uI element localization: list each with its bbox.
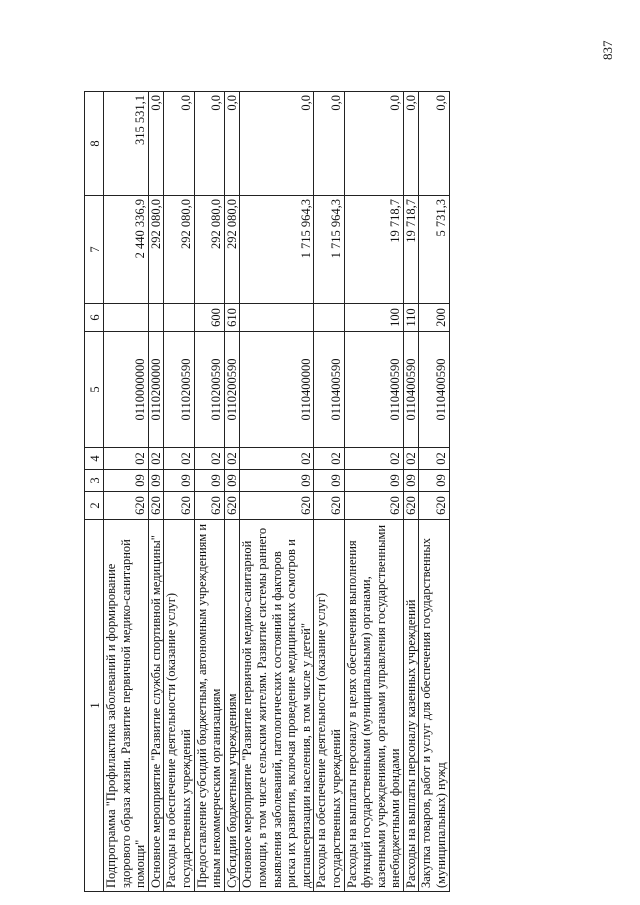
column-header: 6 [85,304,104,332]
cell-c8: 0,0 [148,92,164,196]
row-name: Расходы на обеспечение деятельности (оказание услуг) государственных учреждений [164,520,194,892]
cell-c8: 0,0 [240,92,314,196]
row-name: Расходы на выплаты персоналу в целях обеспечения выполнения функций государственными (муниципальными) органами, казенными учреждениями, органами управления государственными внебюджетными фондами [344,520,403,892]
cell-c4: 02 [240,448,314,470]
cell-c7: 292 080,0 [164,196,194,304]
cell-c6 [314,304,344,332]
cell-c3: 09 [419,470,449,492]
cell-c4: 02 [314,448,344,470]
cell-c6: 100 [344,304,403,332]
cell-c3: 09 [403,470,419,492]
cell-c6: 110 [403,304,419,332]
row-name: Расходы на выплаты персоналу казенных учреждений [403,520,419,892]
cell-c8: 0,0 [224,92,240,196]
cell-c6: 610 [224,304,240,332]
cell-c3: 09 [344,470,403,492]
cell-c5: 0110400590 [419,332,449,448]
cell-c4: 02 [104,448,149,470]
cell-c6 [164,304,194,332]
cell-c2: 620 [104,492,149,520]
cell-c3: 09 [164,470,194,492]
cell-c3: 09 [104,470,149,492]
cell-c3: 09 [148,470,164,492]
cell-c4: 02 [419,448,449,470]
rotated-table-container [84,92,604,892]
cell-c7: 19 718,7 [344,196,403,304]
header-row [85,92,104,892]
cell-c6: 200 [419,304,449,332]
cell-c4: 02 [224,448,240,470]
cell-c8: 0,0 [194,92,224,196]
cell-c2: 620 [164,492,194,520]
cell-c2: 620 [224,492,240,520]
table-row [148,92,164,892]
cell-c7: 19 718,7 [403,196,419,304]
cell-c5: 0110400000 [240,332,314,448]
table-row [104,92,149,892]
cell-c5: 0110200000 [148,332,164,448]
column-header: 1 [85,520,104,892]
cell-c4: 02 [344,448,403,470]
cell-c7: 292 080,0 [148,196,164,304]
cell-c3: 09 [240,470,314,492]
cell-c5: 0110200590 [164,332,194,448]
table-row [224,92,240,892]
cell-c8: 0,0 [419,92,449,196]
cell-c8: 315 531,1 [104,92,149,196]
column-header: 2 [85,492,104,520]
cell-c3: 09 [224,470,240,492]
cell-c4: 02 [148,448,164,470]
cell-c4: 02 [403,448,419,470]
table-body [104,92,450,892]
cell-c7: 5 731,3 [419,196,449,304]
cell-c6: 600 [194,304,224,332]
row-name: Основное мероприятие "Развитие первичной медико-санитарной помощи, в том числе сельским жителям. Развитие системы раннего выявления заболеваний, патологических состояний и факторов риска их развития, включая проведение медицинских осмотров и диспансеризации населения, в том числе у детей" [240,520,314,892]
cell-c7: 292 080,0 [224,196,240,304]
cell-c2: 620 [419,492,449,520]
cell-c2: 620 [240,492,314,520]
cell-c3: 09 [314,470,344,492]
table-row [240,92,314,892]
cell-c8: 0,0 [164,92,194,196]
cell-c5: 0110200590 [224,332,240,448]
table-row [314,92,344,892]
row-name: Закупка товаров, работ и услуг для обеспечения государственных (муниципальных) нужд [419,520,449,892]
table-row [419,92,449,892]
cell-c2: 620 [403,492,419,520]
cell-c3: 09 [194,470,224,492]
cell-c8: 0,0 [314,92,344,196]
cell-c5: 0110400590 [403,332,419,448]
cell-c6 [104,304,149,332]
table-row [344,92,403,892]
table-row [403,92,419,892]
column-header: 5 [85,332,104,448]
cell-c5: 0110200590 [194,332,224,448]
cell-c2: 620 [314,492,344,520]
cell-c8: 0,0 [344,92,403,196]
cell-c6 [148,304,164,332]
page-number: 837 [600,40,615,60]
table-row [194,92,224,892]
cell-c8: 0,0 [403,92,419,196]
column-header: 8 [85,92,104,196]
table-row [164,92,194,892]
budget-table [84,91,450,892]
cell-c4: 02 [194,448,224,470]
cell-c7: 1 715 964,3 [240,196,314,304]
row-name: Расходы на обеспечение деятельности (оказание услуг) государственных учреждений [314,520,344,892]
row-name: Предоставление субсидий бюджетным, автономным учреждениям и иным некоммерческим организациям [194,520,224,892]
cell-c2: 620 [148,492,164,520]
column-header: 3 [85,470,104,492]
cell-c7: 292 080,0 [194,196,224,304]
row-name: Основное мероприятие "Развитие службы спортивной медицины" [148,520,164,892]
column-header: 4 [85,448,104,470]
cell-c6 [240,304,314,332]
cell-c5: 0110400590 [314,332,344,448]
cell-c7: 1 715 964,3 [314,196,344,304]
cell-c4: 02 [164,448,194,470]
cell-c5: 0110000000 [104,332,149,448]
cell-c2: 620 [344,492,403,520]
row-name: Подпрограмма "Профилактика заболеваний и формирование здорового образа жизни. Развитие первичной медико-санитарной помощи" [104,520,149,892]
cell-c7: 2 440 336,9 [104,196,149,304]
column-header: 7 [85,196,104,304]
cell-c2: 620 [194,492,224,520]
cell-c5: 0110400590 [344,332,403,448]
row-name: Субсидии бюджетным учреждениям [224,520,240,892]
